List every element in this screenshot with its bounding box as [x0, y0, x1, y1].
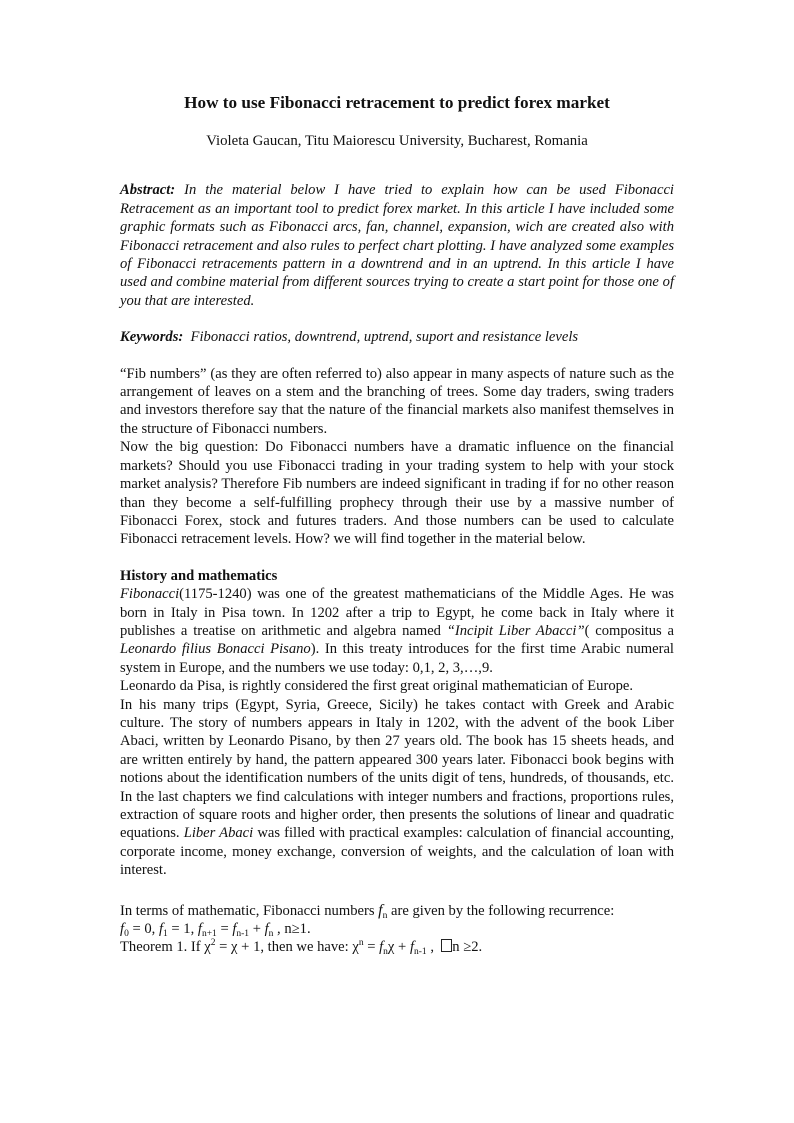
abstract — [120, 181, 674, 310]
paper-authors: Violeta Gaucan, Titu Maiorescu University, Bucharest, Romania — [206, 133, 588, 149]
theorem-1: Theorem 1. If $\chi^2 = \chi + 1$, then we have: $\chi^n = f_n\chi + f_{n-1}$ , n ≥2. — [120, 938, 483, 958]
history-paragraph-1: Fibonacci(1175-1240) was one of the greatest mathematicians of the Middle Ages. He was born in Italy in Pisa town. In 1202 after a trip to Egypt, he come back in Italy where it publishes a treatise on arithmetic and algebra named “Incipit Liber Abacci”( compositus a Leonardo filius Bonacci Pisano). In this treaty introduces for the first time Arabic numeral system in Europe, and the numbers we use today: 0,1, 2, 3,…,9. — [120, 586, 674, 676]
paper-page — [120, 92, 674, 957]
intro-paragraph-2: Now the big question: Do Fibonacci numbers have a dramatic influence on the financial markets? Should you use Fibonacci trading in your trading system to help with your stock market analysis? Therefore Fib numbers are indeed significant in trading if for no other reason than they become a self-fulfilling prophecy through their use by a massive number of Fibonacci Forex, stock and futures traders. And those numbers can be used to calculate Fibonacci retracement levels. How? we will find together in the material below. — [120, 439, 674, 548]
paper-title: How to use Fibonacci retracement to predict forex market — [184, 93, 610, 112]
abstract-label: Abstract: — [120, 182, 176, 199]
author-latin-name: Leonardo filius Bonacci Pisano — [120, 641, 311, 658]
keywords — [120, 328, 674, 346]
liber-abaci-title: Liber Abaci — [183, 825, 254, 842]
keywords-text: Fibonacci ratios, downtrend, uptrend, suport and resistance levels — [190, 329, 579, 346]
book-title: “Incipit Liber Abacci” — [446, 622, 585, 639]
abstract-text: In the material below I have tried to explain how can be used Fibonacci Retracement as an important tool to predict forex market. In this article I have included some graphic formats such as Fibonacci arcs, fan, channel, expansion, wich are created also with Fibonacci retracement and also rules to perfect chart plotting. I have analyzed some examples of Fibonacci retracements pattern in a downtrend and in an uptrend. In this article I have used and combine material from different sources trying to create a start point for those one of you that are interested. — [120, 182, 674, 309]
keywords-label: Keywords: — [120, 329, 184, 346]
section-heading-history: History and mathematics — [120, 567, 278, 584]
fibonacci-name: Fibonacci — [120, 586, 180, 603]
missing-glyph-box — [441, 939, 452, 952]
history-paragraph-2: Leonardo da Pisa, is rightly considered the first great original mathematician of Europe. — [120, 678, 634, 695]
recurrence-intro: In terms of mathematic, Fibonacci numbers $f_n$ are given by the following recurrence: — [120, 901, 615, 921]
recurrence-formula: $f_0 = 0$, $f_1 = 1$, $f_{n+1} = f_{n-1} + f_n$ , n≥1. — [120, 921, 311, 940]
history-paragraph-3: In his many trips (Egypt, Syria, Greece, Sicily) he takes contact with Greek and Arabic culture. The story of numbers appears in Italy in 1202, with the advent of the book Liber Abaci, written by Leonardo Pisano, by then 27 years old. The book has 15 sheets heads, and are written entirely by hand, the pattern appeared 300 years later. Fibonacci book begins with notions about the identification numbers of the units digit of tens, hundreds, of thousands, etc. In the last chapters we find calculations with integer numbers and fractions, proportions rules, extraction of square roots and higher order, then presents the solutions of linear and quadratic equations. Liber Abaci was filled with practical examples: calculation of financial accounting, corporate income, money exchange, conversion of weights, and the calculation of loan with interest. — [120, 696, 674, 879]
intro-paragraph-1: “Fib numbers” (as they are often referred to) also appear in many aspects of nature such as the arrangement of leaves on a stem and the branching of trees. Some day traders, swing traders and investors therefore say that the nature of the financial markets also manifest themselves in the structure of Fibonacci numbers. — [120, 365, 674, 437]
